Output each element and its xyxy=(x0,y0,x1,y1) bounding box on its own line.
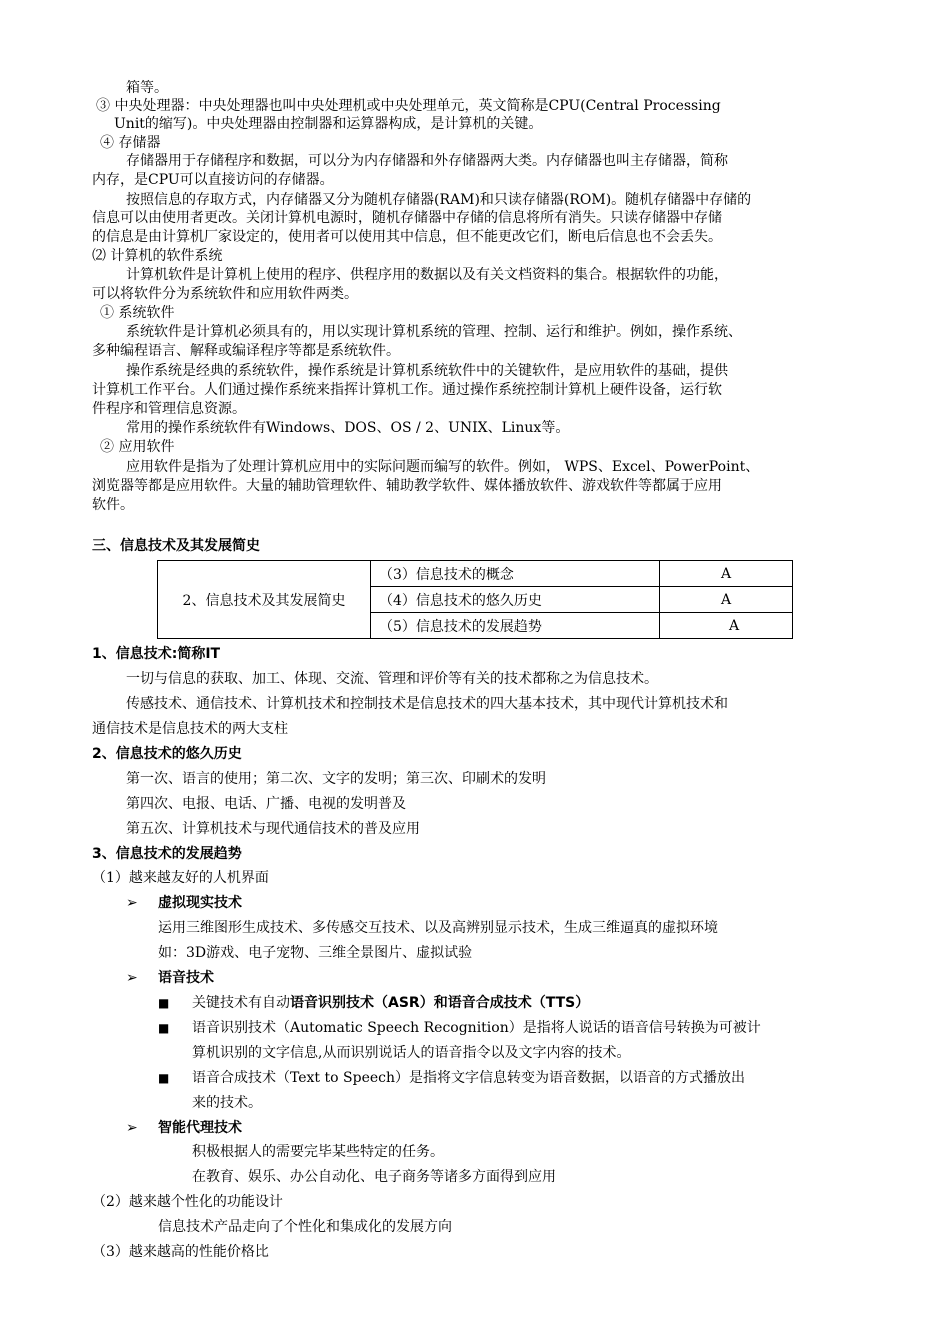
text-line: 通信技术是信息技术的两大支柱 xyxy=(92,721,288,737)
text-line: 常用的操作系统软件有Windows、DOS、OS / 2、UNIX、Linux等。 xyxy=(126,420,570,436)
section-heading: ⑵ 计算机的软件系统 xyxy=(92,248,223,264)
table-item-cell: （3）信息技术的概念 xyxy=(371,561,660,587)
section-heading: 1、信息技术:简称IT xyxy=(92,646,221,662)
table-grade-cell: A xyxy=(660,561,793,587)
arrow-bullet-icon: ➢ xyxy=(126,1120,138,1136)
text-line: 浏览器等都是应用软件。大量的辅助管理软件、辅助教学软件、媒体播放软件、游戏软件等都属于应用 xyxy=(92,478,722,494)
text-line: 操作系统是经典的系统软件，操作系统是计算机系统软件中的关键软件，是应用软件的基础，提供 xyxy=(126,363,728,379)
square-bullet-icon: ■ xyxy=(158,996,170,1010)
list-item-text: 来的技术。 xyxy=(192,1095,262,1111)
text-line: 传感技术、通信技术、计算机技术和控制技术是信息技术的四大基本技术，其中现代计算机技术和 xyxy=(126,696,728,712)
section-heading: 3、信息技术的发展趋势 xyxy=(92,846,242,862)
text-line: 如：3D游戏、电子宠物、三维全景图片、虚拟试验 xyxy=(158,945,473,961)
text-line: 第一次、语言的使用；第二次、文字的发明；第三次、印刷术的发明 xyxy=(126,771,546,787)
section-heading: ④ 存储器 xyxy=(100,135,161,151)
text-line: ③ 中央处理器：中央处理器也叫中央处理机或中央处理单元，英文简称是CPU(Central Processing xyxy=(96,98,721,114)
topic-heading: 智能代理技术 xyxy=(158,1120,242,1136)
text-line: 一切与信息的获取、加工、体现、交流、管理和评价等有关的技术都称之为信息技术。 xyxy=(126,671,658,687)
subsection-heading: （2）越来越个性化的功能设计 xyxy=(92,1194,283,1210)
text-line: 存储器用于存储程序和数据，可以分为内存储器和外存储器两大类。内存储器也叫主存储器，简称 xyxy=(126,153,728,169)
text-line: 软件。 xyxy=(92,497,134,513)
list-item-text: 关键技术有自动 xyxy=(192,995,290,1011)
text-line: 第五次、计算机技术与现代通信技术的普及应用 xyxy=(126,821,420,837)
text-line: 计算机软件是计算机上使用的程序、供程序用的数据以及有关文档资料的集合。根据软件的功能， xyxy=(126,267,728,283)
arrow-bullet-icon: ➢ xyxy=(126,895,138,911)
list-item-emphasis: 语音识别技术（ASR）和语音合成技术（TTS） xyxy=(290,995,590,1011)
text-line: Unit的缩写)。中央处理器由控制器和运算器构成，是计算机的关键。 xyxy=(114,116,543,132)
table-grade-cell: A xyxy=(660,613,793,639)
table-item-cell: （4）信息技术的悠久历史 xyxy=(371,587,660,613)
list-item-text: 语音识别技术（Automatic Speech Recognition）是指将人说话的语音信号转换为可被计 xyxy=(192,1020,761,1036)
topic-heading: 语音技术 xyxy=(158,970,214,986)
table-row xyxy=(158,561,793,587)
text-line: 的信息是由计算机厂家设定的，使用者可以使用其中信息，但不能更改它们，断电后信息也不会丢失。 xyxy=(92,229,722,245)
square-bullet-icon: ■ xyxy=(158,1021,170,1035)
text-line: 运用三维图形生成技术、多传感交互技术、以及高辨别显示技术，生成三维逼真的虚拟环境 xyxy=(158,920,718,936)
text-line: 信息可以由使用者更改。关闭计算机电源时，随机存储器中存储的信息将所有消失。只读存储器中存储 xyxy=(92,210,722,226)
text-line: 内存，是CPU可以直接访问的存储器。 xyxy=(92,172,334,188)
list-item-text: 算机识别的文字信息,从而识别说话人的语音指令以及文字内容的技术。 xyxy=(192,1045,631,1061)
section-heading: ① 系统软件 xyxy=(100,305,175,321)
subsection-heading: （1）越来越友好的人机界面 xyxy=(92,870,269,886)
section-heading: ② 应用软件 xyxy=(100,439,175,455)
square-bullet-icon: ■ xyxy=(158,1071,170,1085)
text-line: 可以将软件分为系统软件和应用软件两类。 xyxy=(92,286,358,302)
section-heading: 2、信息技术的悠久历史 xyxy=(92,746,242,762)
text-line: 在教育、娱乐、办公自动化、电子商务等诸多方面得到应用 xyxy=(192,1169,556,1185)
text-line: 件程序和管理信息资源。 xyxy=(92,401,246,417)
summary-table xyxy=(157,560,793,639)
text-line: 积极根据人的需要完毕某些特定的任务。 xyxy=(192,1144,444,1160)
text-line: 计算机工作平台。人们通过操作系统来指挥计算机工作。通过操作系统控制计算机上硬件设备，运行软 xyxy=(92,382,722,398)
chapter-heading: 三、信息技术及其发展简史 xyxy=(92,538,260,554)
table-grade-cell: A xyxy=(660,587,793,613)
text-line: 系统软件是计算机必须具有的，用以实现计算机系统的管理、控制、运行和维护。例如，操作系统、 xyxy=(126,324,742,340)
text-line: 多种编程语言、解释或编译程序等都是系统软件。 xyxy=(92,343,400,359)
list-item-text: 语音合成技术（Text to Speech）是指将文字信息转变为语音数据，以语音的方式播放出 xyxy=(192,1070,745,1086)
text-line: 信息技术产品走向了个性化和集成化的发展方向 xyxy=(158,1219,452,1235)
subsection-heading: （3）越来越高的性能价格比 xyxy=(92,1244,269,1260)
text-line: 箱等。 xyxy=(126,80,168,96)
table-topic-cell: 2、信息技术及其发展简史 xyxy=(158,561,371,639)
text-line: 应用软件是指为了处理计算机应用中的实际问题而编写的软件。例如， WPS、Excel、PowerPoint、 xyxy=(126,459,760,475)
table-item-cell: （5）信息技术的发展趋势 xyxy=(371,613,660,639)
text-line: 按照信息的存取方式，内存储器又分为随机存储器(RAM)和只读存储器(ROM)。随机存储器中存储的 xyxy=(126,192,752,208)
list-item xyxy=(192,994,589,1012)
text-line: 第四次、电报、电话、广播、电视的发明普及 xyxy=(126,796,406,812)
topic-heading: 虚拟现实技术 xyxy=(158,895,242,911)
arrow-bullet-icon: ➢ xyxy=(126,970,138,986)
